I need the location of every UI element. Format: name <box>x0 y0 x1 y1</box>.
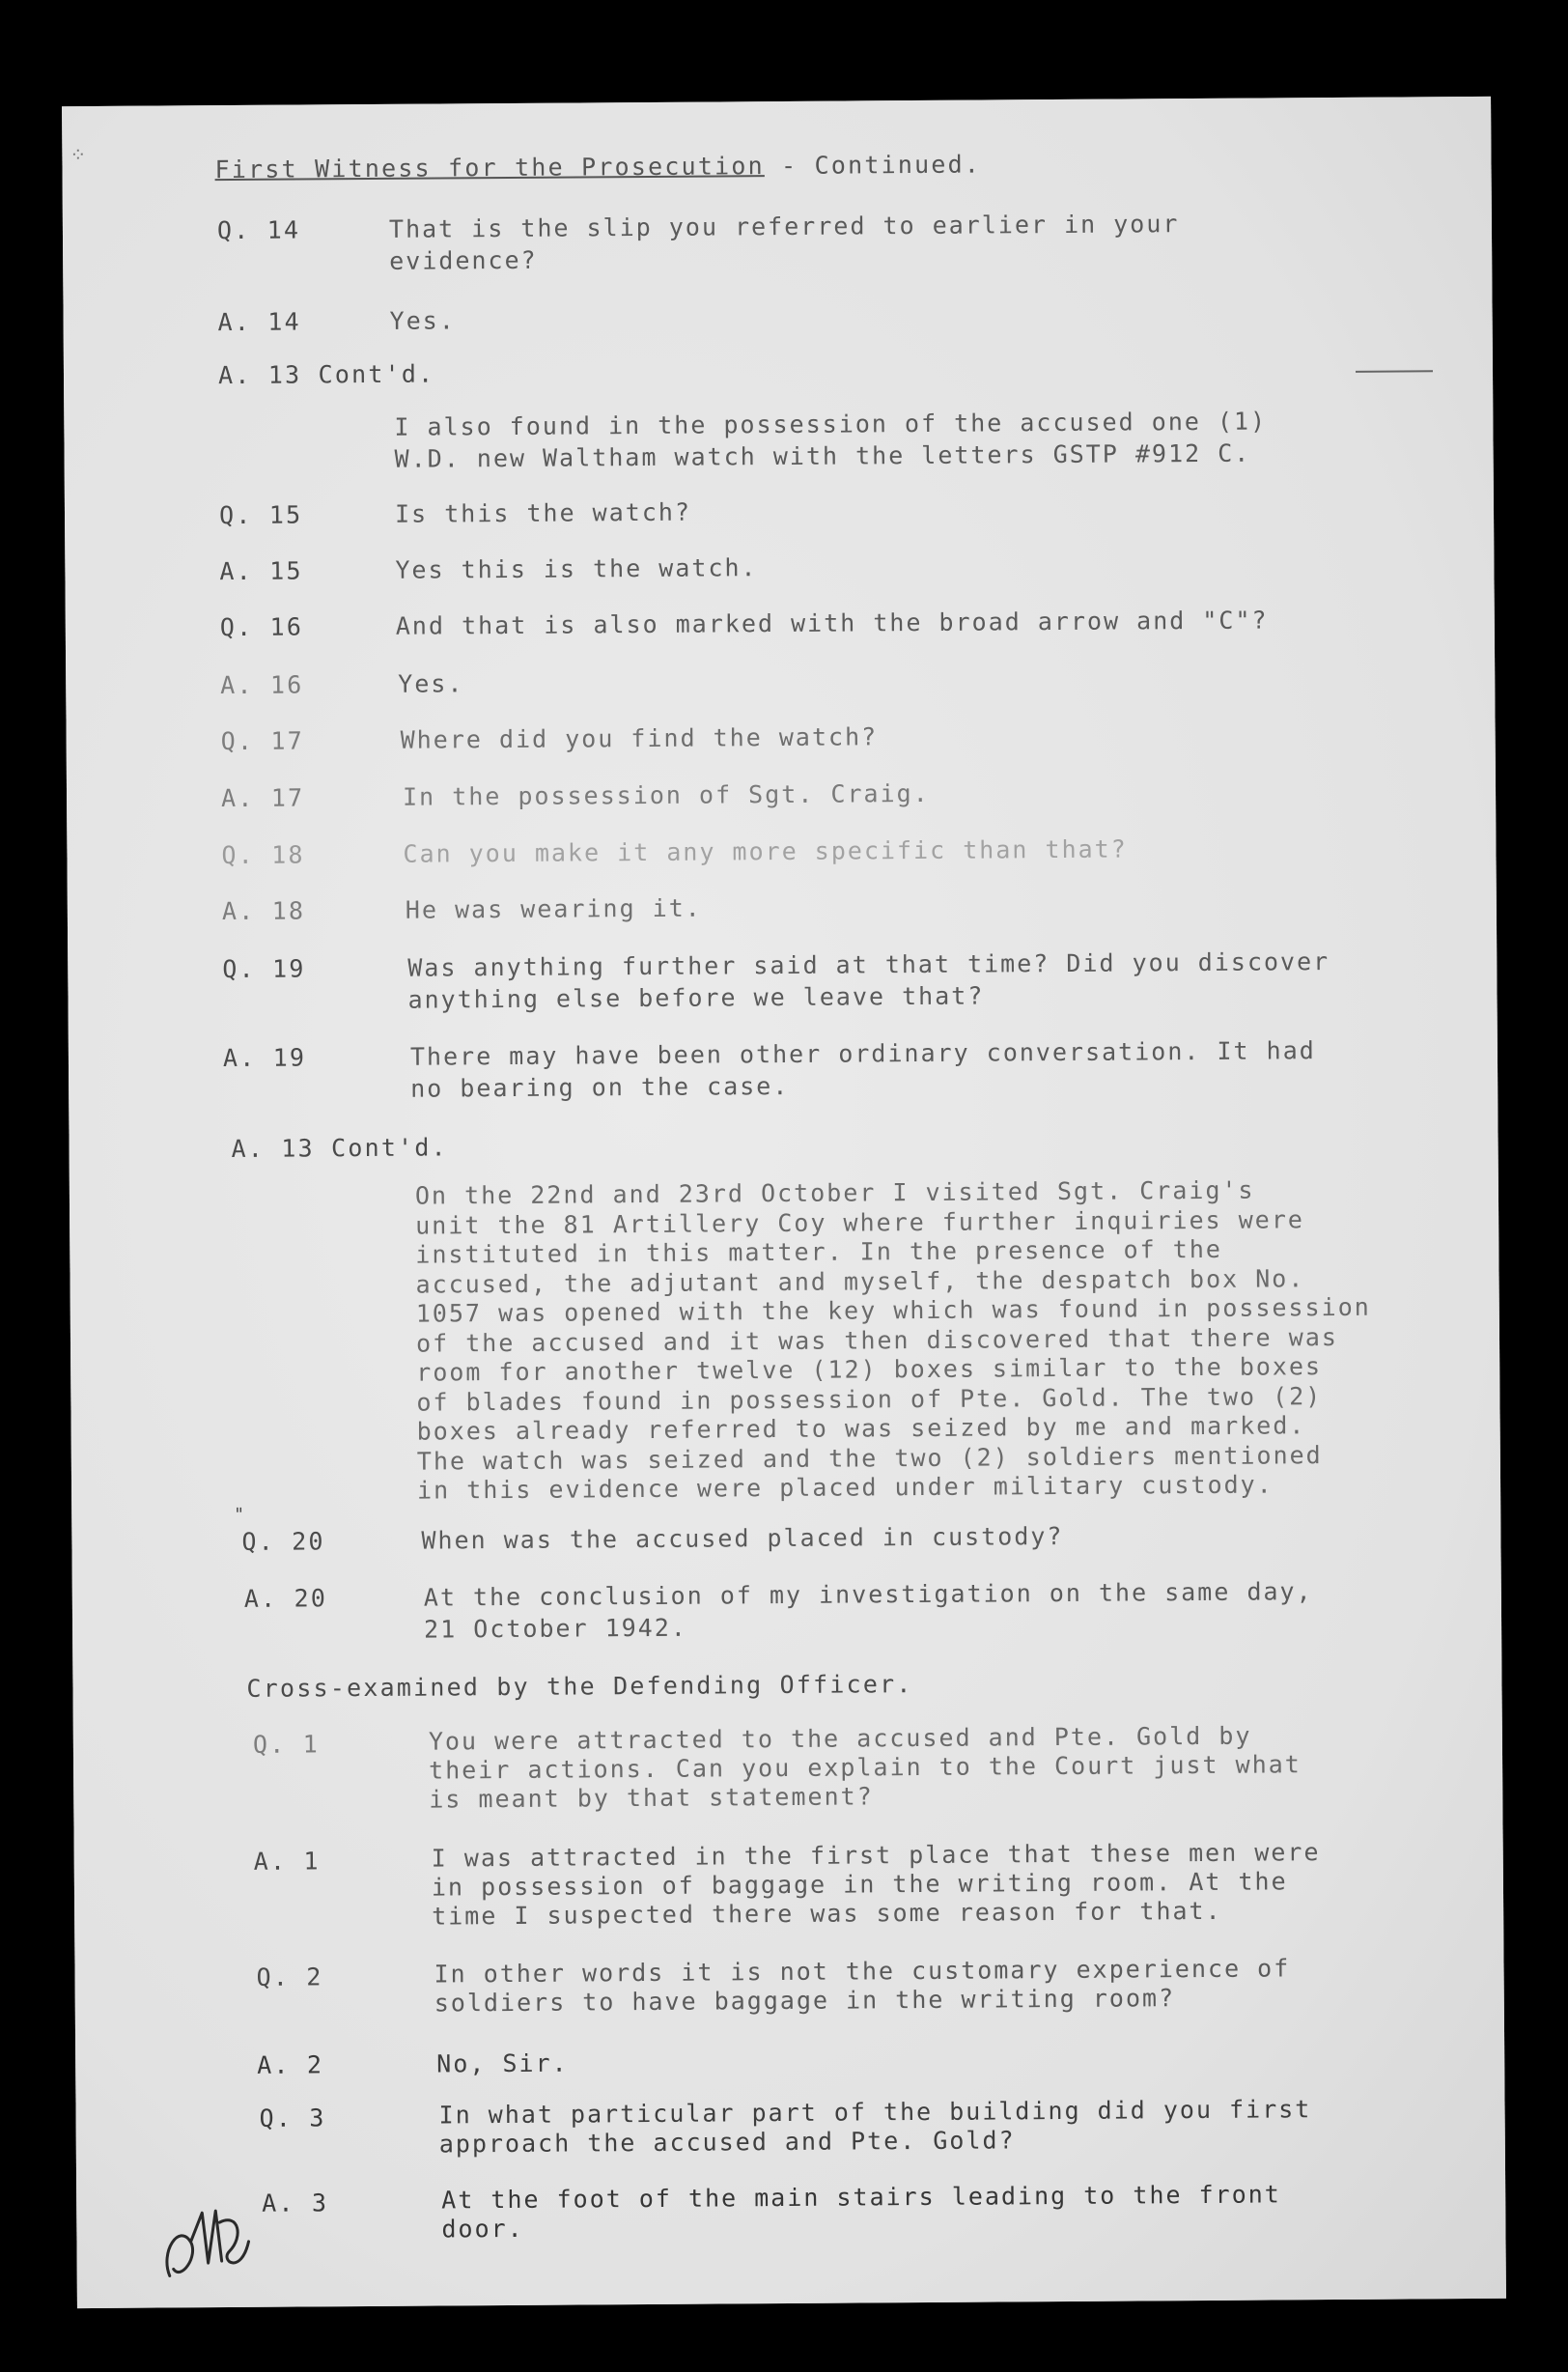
entry-label: A. 20 <box>243 1584 328 1613</box>
entry-text: In the possession of Sgt. Craig. <box>402 778 930 811</box>
page-heading <box>214 151 981 184</box>
section-heading: Cross-examined by the Defending Officer. <box>246 1670 913 1703</box>
entry-label: Q. 2 <box>256 1963 323 1991</box>
entry-text: That is the slip you referred to earlier in your evidence? <box>388 210 1180 275</box>
entry-label: A. 15 <box>219 556 303 586</box>
margin-mark: " <box>234 1504 247 1525</box>
entry-label: A. 16 <box>220 670 304 700</box>
entry-text: He was wearing it. <box>405 893 702 924</box>
entry-label: Q. 18 <box>221 840 305 870</box>
entry-label: A. 1 <box>253 1847 321 1876</box>
entry-text: I also found in the possession of the accused one (1) W.D. new Waltham watch with the letters GSTP #912 C. <box>394 407 1268 473</box>
entry-text: At the conclusion of my investigation on the same day, 21 October 1942. <box>423 1577 1313 1644</box>
entry-text: Yes this is the watch. <box>395 553 758 584</box>
entry-label: Q. 15 <box>218 500 303 530</box>
entry-text: There may have been other ordinary conversation. It had no bearing on the case. <box>409 1036 1316 1103</box>
entry-text: On the 22nd and 23rd October I visited Sgt. Craig's unit the 81 Artillery Coy where further inquiries were instituted in this matter. In the presence of the accused, the adjutant and myself, the despatch box No. 1057 was opened with the key which was found in possession of the accused and it was then discovered that there was room for another twelve (12) boxes similar to the boxes of blades found in possession of Pte. Gold. The two (2) boxes already referred to was seized by me and marked. The watch was seized and the two (2) soldiers mentioned in this evidence were placed under military custody. <box>414 1175 1371 1505</box>
ink-specks: ⁘ <box>70 143 87 167</box>
entry-text: At the foot of the main stairs leading to the front door. <box>441 2180 1281 2244</box>
entry-text: In other words it is not the customary experience of soldiers to have baggage in the writing room? <box>434 1954 1291 2018</box>
entry-text: In what particular part of the building did you first approach the accused and Pte. Gold? <box>438 2095 1312 2159</box>
entry-label: A. 17 <box>220 783 305 813</box>
entry-label: Q. 17 <box>220 726 305 756</box>
entry-label: Q. 3 <box>259 2104 326 2132</box>
entry-text: You were attracted to the accused and Pte. Gold by their actions. Can you explain to the Court just what is meant by that statement? <box>428 1721 1302 1814</box>
entry-label: A. 13 Cont'd. <box>231 1133 448 1163</box>
entry-text: I was attracted in the first place that these men were in possession of baggage in the writing room. At the time I suspected there was some reason for that. <box>431 1838 1321 1931</box>
entry-label: A. 18 <box>221 896 306 926</box>
entry-text: Yes. <box>398 669 464 698</box>
entry-label: Q. 14 <box>216 215 301 245</box>
entry-text: When was the accused placed in custody? <box>421 1521 1064 1555</box>
entry-label: Q. 20 <box>241 1527 325 1556</box>
entry-label: A. 3 <box>262 2188 329 2217</box>
entry-label: A. 14 <box>217 307 301 337</box>
entry-text: No, Sir. <box>436 2048 569 2078</box>
entry-label: Q. 19 <box>222 954 306 984</box>
entry-text: Where did you find the watch? <box>400 722 879 754</box>
entry-text: And that is also marked with the broad arrow and "C"? <box>395 606 1269 640</box>
entry-text: Was anything further said at that time? Did you discover anything else before we leave that? <box>407 947 1330 1014</box>
entry-label: A. 13 Cont'd. <box>217 359 435 390</box>
margin-dash <box>1356 370 1433 373</box>
entry-label: Q. 16 <box>219 612 304 642</box>
entry-text: Is this the watch? <box>394 497 692 528</box>
handwritten-initials <box>152 2184 259 2301</box>
heading-suffix: - Continued. <box>764 150 982 181</box>
entry-label: A. 2 <box>257 2050 324 2079</box>
typed-page <box>62 97 1506 2308</box>
heading-title: First Witness for the Prosecution <box>214 152 765 184</box>
entry-text: Can you make it any more specific than that? <box>403 834 1128 868</box>
entry-label: Q. 1 <box>252 1730 321 1759</box>
entry-text: Yes. <box>389 306 456 335</box>
entry-label: A. 19 <box>222 1043 307 1073</box>
